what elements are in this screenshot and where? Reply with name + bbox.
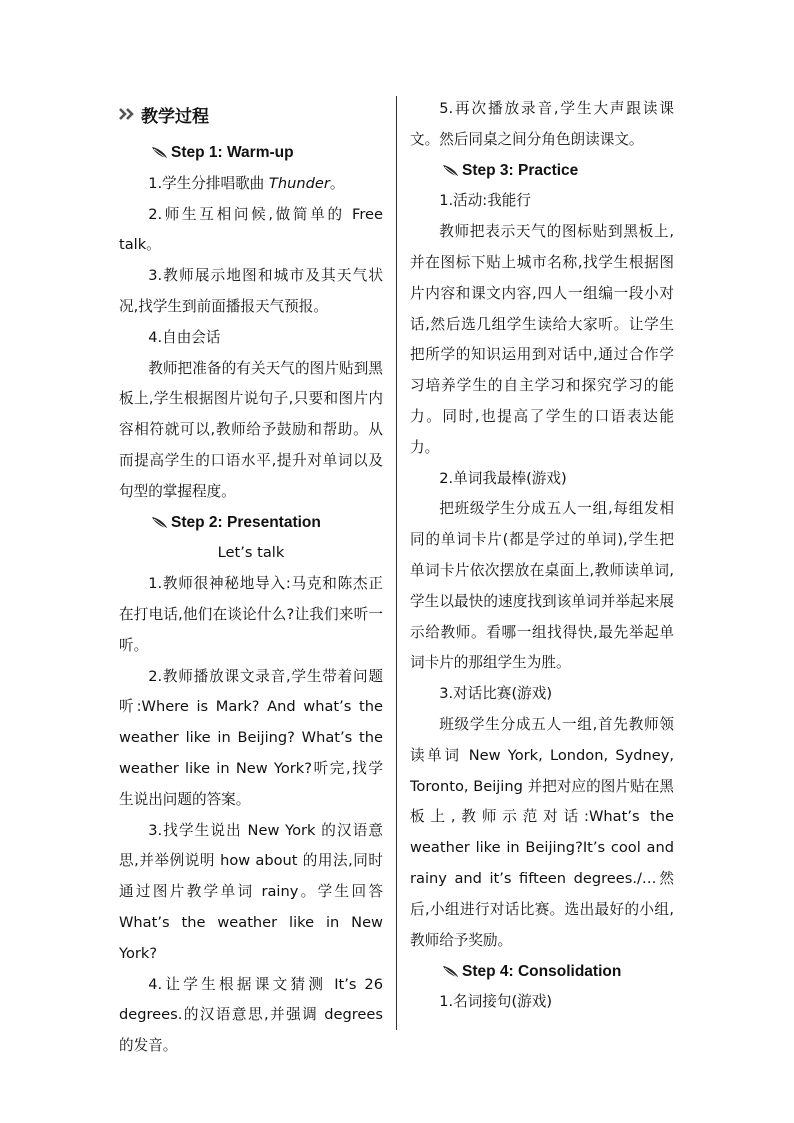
paragraph: 4.让学生根据课文猜测 It’s 26 degrees.的汉语意思,并强调 degrees 的发音。: [119, 975, 383, 1055]
paragraph: 3.对话比赛(游戏): [439, 685, 553, 703]
paragraph: 教师把准备的有关天气的图片贴到黑板上,学生根据图片说句子,只要和图片内容相符就可以,教师给予鼓励和帮助。从而提高学生的口语水平,提升对单词以及句型的掌握程度。: [119, 359, 383, 500]
step-heading-text: Step 4: Consolidation: [462, 962, 622, 980]
section-title-text: 教学过程: [141, 106, 209, 127]
step-heading: [119, 138, 383, 169]
feather-icon: [150, 516, 168, 530]
paragraph: 3.教师展示地图和城市及其天气状况,找学生到前面播报天气预报。: [119, 267, 383, 315]
paragraph: 教师把表示天气的图标贴到黑板上,并在图标下贴上城市名称,找学生根据图片内容和课文内容,四人一组编一段小对话,然后选几组学生读给大家听。让学生把所学的知识运用到对话中,通过合作学习培养学生的自主学习和探究学习的能力。同时,也提高了学生的口语表达能力。: [410, 223, 674, 456]
paragraph: 5.再次播放录音,学生大声跟读课文。然后同桌之间分角色朗读课文。: [410, 100, 674, 148]
right-column: [410, 94, 674, 1018]
paragraph: 1.学生分排唱歌曲 Thunder。: [148, 174, 345, 192]
paragraph: 2.教师播放课文录音,学生带着问题听:Where is Mark? And what’s the weather like in Beijing? What’s the weather like in New York?听完,找学生说出问题的答案。: [119, 667, 383, 808]
paragraph: 2.师生互相问候,做简单的 Free talk。: [119, 205, 383, 254]
step-heading-text: Step 3: Practice: [462, 161, 579, 179]
feather-icon: [441, 965, 459, 979]
step-heading-text: Step 1: Warm-up: [171, 144, 294, 162]
paragraph: 1.活动:我能行: [439, 192, 531, 210]
paragraph: 3.找学生说出 New York 的汉语意思,并举例说明 how about 的用法,同时通过图片教学单词 rainy。学生回答 What’s the weather like in New York?: [119, 821, 383, 962]
paragraph: 1.名词接句(游戏): [439, 993, 553, 1011]
step-heading: [119, 508, 383, 539]
feather-icon: [441, 164, 459, 178]
column-divider: [396, 96, 397, 1030]
paragraph: 2.单词我最棒(游戏): [439, 469, 567, 487]
section-title: [119, 92, 383, 136]
step-heading-text: Step 2: Presentation: [171, 513, 321, 531]
left-column: [119, 92, 383, 1062]
double-chevron-icon: [119, 107, 139, 121]
paragraph: 4.自由会话: [148, 328, 221, 346]
subtitle: Let’s talk: [217, 544, 285, 562]
step-heading: [410, 156, 674, 187]
paragraph: 1.教师很神秘地导入:马克和陈杰正在打电话,他们在谈论什么?让我们来听一听。: [119, 575, 383, 654]
feather-icon: [150, 146, 168, 160]
paragraph: 班级学生分成五人一组,首先教师领读单词 New York, London, Sydney, Toronto, Beijing 并把对应的图片贴在黑板上,教师示范对话:What’s the weather like in Beijing?It’s cool and rainy and it’s fifteen degrees./…然后,小组进行对话比赛。选出最好的小组,教师给予奖励。: [410, 715, 674, 949]
song-title: Thunder: [268, 174, 330, 192]
paragraph: 把班级学生分成五人一组,每组发相同的单词卡片(都是学过的单词),学生把单词卡片依次摆放在桌面上,教师读单词,学生以最快的速度找到该单词并举起来展示给教师。看哪一组找得快,最先举起单词卡片的那组学生为胜。: [410, 500, 674, 672]
step-heading: [410, 956, 674, 987]
